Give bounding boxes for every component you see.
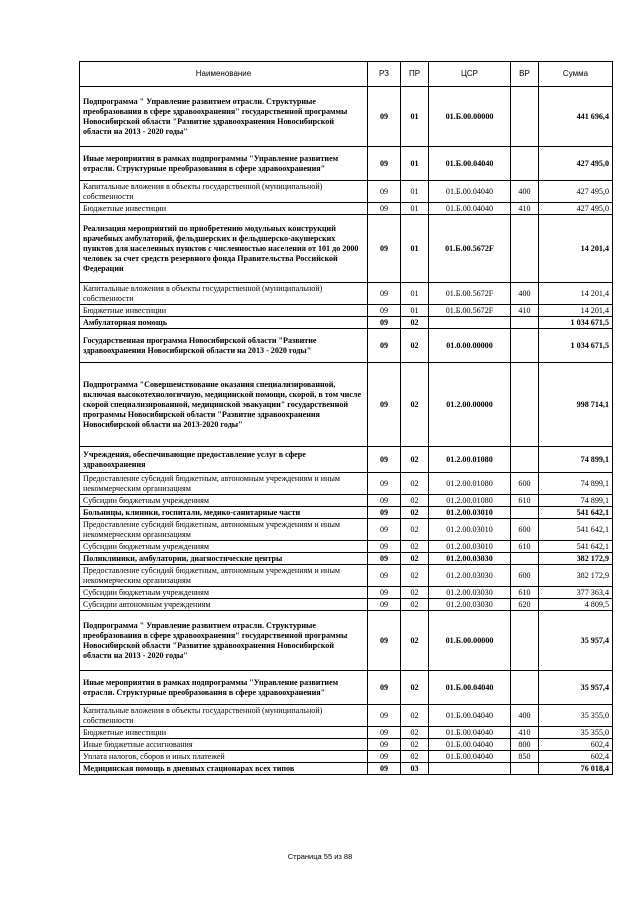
table-body — [80, 87, 613, 775]
cell-pr: 02 — [401, 553, 429, 565]
cell-vr — [511, 329, 539, 363]
cell-pr: 02 — [401, 587, 429, 599]
cell-pr: 01 — [401, 181, 429, 203]
cell-rz: 09 — [368, 507, 401, 519]
table-row — [80, 215, 613, 283]
cell-vr — [511, 87, 539, 147]
cell-pr: 02 — [401, 363, 429, 447]
cell-rz: 09 — [368, 751, 401, 763]
table-row — [80, 317, 613, 329]
cell-vr: 410 — [511, 203, 539, 215]
cell-vr: 800 — [511, 739, 539, 751]
cell-name: Подпрограмма " Управление развитием отрасли. Структурные преобразования в сфере здравоохранения" государственной программы Новосибирской области "Развитие здравоохранения Новосибирской области на 2013 - 2020 годы" — [80, 611, 368, 671]
cell-csr: 01.0.00.00000 — [429, 329, 511, 363]
cell-sum: 76 018,4 — [539, 763, 613, 775]
cell-vr — [511, 317, 539, 329]
cell-rz: 09 — [368, 763, 401, 775]
table-row — [80, 541, 613, 553]
cell-name: Капитальные вложения в объекты государственной (муниципальной) собственности — [80, 705, 368, 727]
table-row — [80, 495, 613, 507]
table-row — [80, 87, 613, 147]
cell-csr: 01.2.00.03030 — [429, 553, 511, 565]
cell-csr: 01.2.00.01080 — [429, 447, 511, 473]
cell-rz: 09 — [368, 599, 401, 611]
cell-csr: 01.Б.00.5672F — [429, 283, 511, 305]
cell-name: Капитальные вложения в объекты государственной (муниципальной) собственности — [80, 283, 368, 305]
cell-name: Предоставление субсидий бюджетным, автономным учреждениям и иным некоммерческим организациям — [80, 565, 368, 587]
cell-rz: 09 — [368, 363, 401, 447]
table-row — [80, 447, 613, 473]
cell-vr: 410 — [511, 727, 539, 739]
cell-sum: 382 172,9 — [539, 565, 613, 587]
table-row — [80, 305, 613, 317]
cell-sum: 1 034 671,5 — [539, 329, 613, 363]
table-row — [80, 519, 613, 541]
cell-vr — [511, 363, 539, 447]
cell-sum: 74 899,1 — [539, 495, 613, 507]
cell-vr: 400 — [511, 181, 539, 203]
cell-vr: 610 — [511, 495, 539, 507]
table-row — [80, 587, 613, 599]
table-row — [80, 553, 613, 565]
cell-sum: 35 355,0 — [539, 727, 613, 739]
cell-csr — [429, 317, 511, 329]
table-row — [80, 599, 613, 611]
cell-pr: 02 — [401, 317, 429, 329]
cell-sum: 14 201,4 — [539, 283, 613, 305]
cell-pr: 02 — [401, 705, 429, 727]
cell-name: Уплата налогов, сборов и иных платежей — [80, 751, 368, 763]
cell-pr: 02 — [401, 495, 429, 507]
cell-pr: 02 — [401, 751, 429, 763]
cell-vr: 610 — [511, 587, 539, 599]
cell-sum: 74 899,1 — [539, 447, 613, 473]
cell-sum: 998 714,1 — [539, 363, 613, 447]
cell-rz: 09 — [368, 739, 401, 751]
cell-vr — [511, 147, 539, 181]
budget-table — [79, 61, 613, 775]
cell-sum: 602,4 — [539, 751, 613, 763]
cell-rz: 09 — [368, 565, 401, 587]
cell-name: Иные мероприятия в рамках подпрограммы "Управление развитием отрасли. Структурные преобразования в сфере здравоохранения" — [80, 671, 368, 705]
cell-sum: 35 957,4 — [539, 671, 613, 705]
page-number: Страница 55 из 88 — [287, 852, 353, 861]
cell-rz: 09 — [368, 329, 401, 363]
cell-pr: 02 — [401, 727, 429, 739]
cell-sum: 427 495,0 — [539, 181, 613, 203]
cell-name: Подпрограмма " Управление развитием отрасли. Структурные преобразования в сфере здравоохранения" государственной программы Новосибирской области "Развитие здравоохранения Новосибирской области на 2013 - 2020 годы" — [80, 87, 368, 147]
table-row — [80, 611, 613, 671]
cell-vr — [511, 763, 539, 775]
cell-name: Учреждения, обеспечивающие предоставление услуг в сфере здравоохранения — [80, 447, 368, 473]
cell-vr: 600 — [511, 473, 539, 495]
cell-pr: 01 — [401, 305, 429, 317]
cell-name: Амбулаторная помощь — [80, 317, 368, 329]
table-row — [80, 739, 613, 751]
cell-csr: 01.Б.00.04040 — [429, 181, 511, 203]
cell-csr: 01.Б.00.04040 — [429, 751, 511, 763]
cell-vr: 620 — [511, 599, 539, 611]
cell-csr: 01.2.00.03030 — [429, 599, 511, 611]
cell-rz: 09 — [368, 181, 401, 203]
table-row — [80, 363, 613, 447]
cell-name: Субсидии бюджетным учреждениям — [80, 495, 368, 507]
cell-csr: 01.2.00.01080 — [429, 495, 511, 507]
cell-vr — [511, 611, 539, 671]
cell-vr: 600 — [511, 565, 539, 587]
cell-csr: 01.Б.00.04040 — [429, 147, 511, 181]
cell-rz: 09 — [368, 317, 401, 329]
cell-name: Медицинская помощь в дневных стационарах всех типов — [80, 763, 368, 775]
cell-name: Государственная программа Новосибирской области "Развитие здравоохранения Новосибирской области на 2013 - 2020 годы" — [80, 329, 368, 363]
cell-csr: 01.2.00.03030 — [429, 565, 511, 587]
header-sum: Сумма — [539, 62, 613, 87]
cell-csr: 01.Б.00.00000 — [429, 611, 511, 671]
cell-name: Бюджетные инвестиции — [80, 305, 368, 317]
cell-csr: 01.2.00.03010 — [429, 507, 511, 519]
table-header-row — [80, 62, 613, 87]
cell-rz: 09 — [368, 203, 401, 215]
table-row — [80, 671, 613, 705]
cell-vr: 600 — [511, 519, 539, 541]
cell-sum: 74 899,1 — [539, 473, 613, 495]
cell-rz: 09 — [368, 553, 401, 565]
cell-vr: 410 — [511, 305, 539, 317]
cell-rz: 09 — [368, 473, 401, 495]
cell-sum: 382 172,9 — [539, 553, 613, 565]
cell-vr: 400 — [511, 283, 539, 305]
cell-pr: 02 — [401, 599, 429, 611]
table-row — [80, 507, 613, 519]
cell-name: Капитальные вложения в объекты государственной (муниципальной) собственности — [80, 181, 368, 203]
cell-rz: 09 — [368, 705, 401, 727]
cell-pr: 01 — [401, 147, 429, 181]
cell-pr: 02 — [401, 671, 429, 705]
cell-name: Субсидии бюджетным учреждениям — [80, 587, 368, 599]
cell-pr: 01 — [401, 203, 429, 215]
cell-sum: 541 642,1 — [539, 541, 613, 553]
cell-vr: 400 — [511, 705, 539, 727]
cell-csr: 01.Б.00.04040 — [429, 671, 511, 705]
cell-rz: 09 — [368, 671, 401, 705]
cell-csr: 01.2.00.03030 — [429, 587, 511, 599]
header-vr: ВР — [511, 62, 539, 87]
cell-rz: 09 — [368, 611, 401, 671]
cell-rz: 09 — [368, 283, 401, 305]
cell-rz: 09 — [368, 147, 401, 181]
table-row — [80, 751, 613, 763]
table-row — [80, 763, 613, 775]
header-rz: РЗ — [368, 62, 401, 87]
cell-rz: 09 — [368, 495, 401, 507]
cell-rz: 09 — [368, 215, 401, 283]
cell-pr: 01 — [401, 283, 429, 305]
cell-pr: 03 — [401, 763, 429, 775]
cell-name: Субсидии автономным учреждениям — [80, 599, 368, 611]
cell-name: Реализация мероприятий по приобретению модульных конструкций врачебных амбулаторий, фельдшерских и фельдшерско-акушерских пунктов для населенных пунктов с численностью населения от 101 до 2000 человек за счет средств резервного фонда Правительства Российской Федерации — [80, 215, 368, 283]
cell-pr: 02 — [401, 611, 429, 671]
cell-name: Подпрограмма "Совершенствование оказания специализированной, включая высокотехнологичную, медицинской помощи, скорой, в том числе скорой специализированной, медицинской эвакуации" государственной программы Новосибирской области "Развитие здравоохранения Новосибирской области на 2013-2020 годы" — [80, 363, 368, 447]
cell-name: Иные бюджетные ассигнования — [80, 739, 368, 751]
table-row — [80, 283, 613, 305]
cell-sum: 4 809,5 — [539, 599, 613, 611]
cell-name: Бюджетные инвестиции — [80, 203, 368, 215]
cell-sum: 541 642,1 — [539, 519, 613, 541]
cell-vr — [511, 507, 539, 519]
cell-name: Бюджетные инвестиции — [80, 727, 368, 739]
cell-rz: 09 — [368, 727, 401, 739]
table-row — [80, 565, 613, 587]
cell-name: Больницы, клиники, госпитали, медико-санитарные части — [80, 507, 368, 519]
cell-name: Иные мероприятия в рамках подпрограммы "Управление развитием отрасли. Структурные преобразования в сфере здравоохранения" — [80, 147, 368, 181]
cell-csr: 01.Б.00.04040 — [429, 739, 511, 751]
cell-sum: 35 957,4 — [539, 611, 613, 671]
cell-sum: 14 201,4 — [539, 305, 613, 317]
cell-vr — [511, 553, 539, 565]
table-row — [80, 473, 613, 495]
cell-vr: 850 — [511, 751, 539, 763]
cell-sum: 541 642,1 — [539, 507, 613, 519]
cell-vr — [511, 447, 539, 473]
cell-pr: 01 — [401, 87, 429, 147]
cell-sum: 377 363,4 — [539, 587, 613, 599]
header-pr: ПР — [401, 62, 429, 87]
cell-sum: 14 201,4 — [539, 215, 613, 283]
cell-sum: 602,4 — [539, 739, 613, 751]
table-row — [80, 203, 613, 215]
cell-csr: 01.Б.00.5672F — [429, 215, 511, 283]
cell-pr: 02 — [401, 329, 429, 363]
cell-vr — [511, 671, 539, 705]
cell-csr: 01.Б.00.5672F — [429, 305, 511, 317]
table-row — [80, 147, 613, 181]
cell-name: Предоставление субсидий бюджетным, автономным учреждениям и иным некоммерческим организациям — [80, 519, 368, 541]
cell-sum: 441 696,4 — [539, 87, 613, 147]
cell-pr: 01 — [401, 215, 429, 283]
cell-sum: 427 495,0 — [539, 203, 613, 215]
cell-name: Поликлиники, амбулатории, диагностические центры — [80, 553, 368, 565]
cell-csr — [429, 763, 511, 775]
cell-pr: 02 — [401, 565, 429, 587]
cell-rz: 09 — [368, 519, 401, 541]
cell-csr: 01.Б.00.04040 — [429, 203, 511, 215]
cell-csr: 01.2.00.01080 — [429, 473, 511, 495]
cell-vr — [511, 215, 539, 283]
cell-rz: 09 — [368, 87, 401, 147]
cell-csr: 01.2.00.03010 — [429, 541, 511, 553]
table-row — [80, 727, 613, 739]
cell-pr: 02 — [401, 519, 429, 541]
cell-rz: 09 — [368, 541, 401, 553]
cell-pr: 02 — [401, 739, 429, 751]
cell-sum: 427 495,0 — [539, 147, 613, 181]
table-row — [80, 181, 613, 203]
cell-csr: 01.Б.00.00000 — [429, 87, 511, 147]
cell-vr: 610 — [511, 541, 539, 553]
cell-pr: 02 — [401, 447, 429, 473]
cell-pr: 02 — [401, 473, 429, 495]
cell-csr: 01.Б.00.04040 — [429, 705, 511, 727]
cell-csr: 01.2.00.03010 — [429, 519, 511, 541]
cell-pr: 02 — [401, 541, 429, 553]
cell-pr: 02 — [401, 507, 429, 519]
cell-rz: 09 — [368, 587, 401, 599]
cell-rz: 09 — [368, 305, 401, 317]
cell-name: Субсидии бюджетным учреждениям — [80, 541, 368, 553]
cell-name: Предоставление субсидий бюджетным, автономным учреждениям и иным некоммерческим организациям — [80, 473, 368, 495]
cell-csr: 01.Б.00.04040 — [429, 727, 511, 739]
cell-sum: 35 355,0 — [539, 705, 613, 727]
header-name: Наименование — [80, 62, 368, 87]
cell-csr: 01.2.00.00000 — [429, 363, 511, 447]
table-row — [80, 705, 613, 727]
table-row — [80, 329, 613, 363]
header-csr: ЦСР — [429, 62, 511, 87]
cell-rz: 09 — [368, 447, 401, 473]
cell-sum: 1 034 671,5 — [539, 317, 613, 329]
